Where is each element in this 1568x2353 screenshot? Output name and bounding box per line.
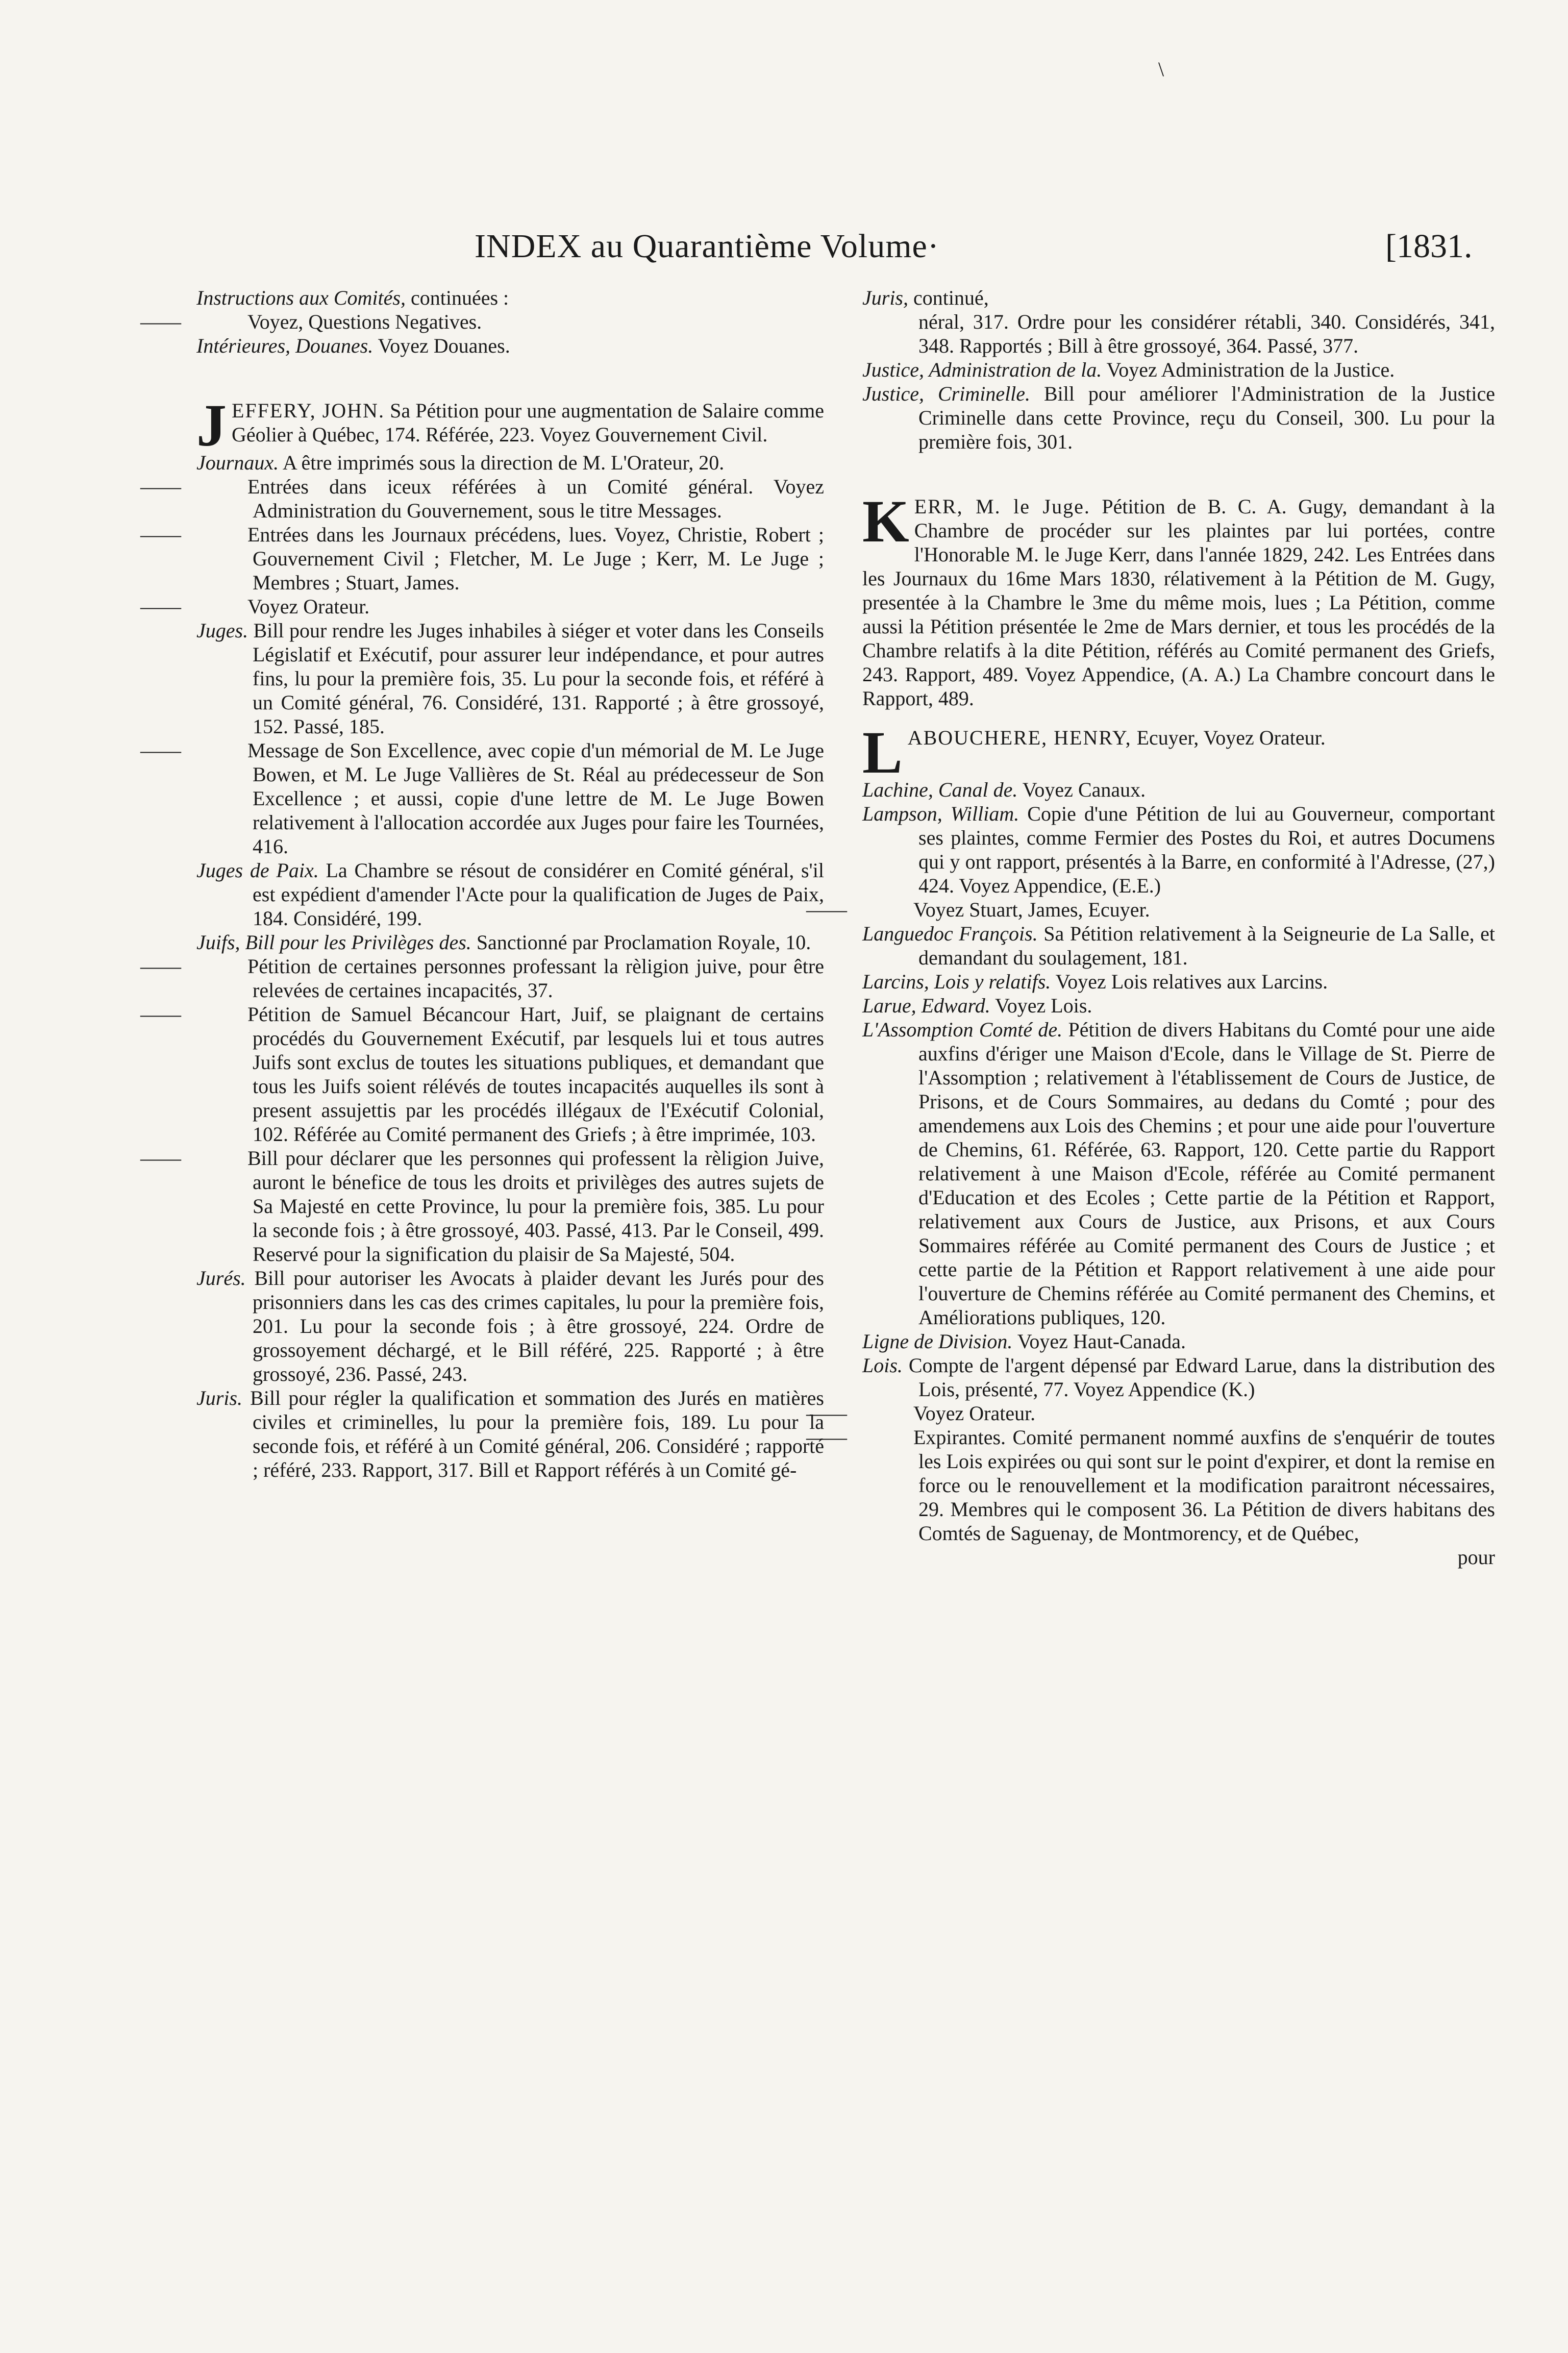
drop-cap: J <box>196 392 227 459</box>
running-header <box>0 227 1568 273</box>
entry-text: Voyez Stuart, James, Ecuyer. <box>913 898 1150 921</box>
entry-text: Copie d'une Pétition de lui au Gouverneur, comportant ses plaintes, comme Fermier des Postes du Roi, et autres Documens qui y ont rapport, présentés à la Barre, en conformité à l'Adresse, (27,) 424. Voyez Appendice, (E.E.) <box>918 802 1496 897</box>
ditto-dash: —— <box>140 1147 181 1170</box>
entry-text: Bill pour améliorer l'Administration de la Justice Criminelle dans cette Province, reçu du Conseil, 300. Lu pour la première fois, 301. <box>918 382 1495 453</box>
entry-heading: Justice, Criminelle. <box>862 382 1031 405</box>
entry-text: Voyez Douanes. <box>373 334 510 357</box>
page-year: [1831. <box>1385 228 1473 265</box>
entry-text: Sa Pétition pour une augmentation de Salaire comme Géolier à Québec, 174. Référée, 223. Voyez Gouvernement Civil. <box>232 399 824 446</box>
index-entry <box>140 954 824 1002</box>
entry-heading: L'Assomption Comté de. <box>862 1018 1063 1041</box>
index-entry <box>862 1329 1495 1353</box>
index-entry <box>862 310 1495 358</box>
index-entry <box>196 451 824 475</box>
index-entry <box>140 475 824 523</box>
index-entry <box>140 738 824 858</box>
entry-heading: Instructions aux Comités, <box>196 286 406 309</box>
index-entry <box>140 595 824 618</box>
index-entry <box>862 1353 1495 1401</box>
entry-text: Message de Son Excellence, avec copie d'un mémorial de M. Le Juge Bowen, et M. Le Juge Vallières de St. Réal au prédecesseur de Son Excellence ; et aussi, copie d'une lettre de M. Le Juge Bowen relativement à l'allocation accordée aux Juges pour faire les Tournées, 416. <box>247 739 824 858</box>
right-column <box>806 286 1496 1569</box>
entry-heading: Languedoc François. <box>862 922 1038 945</box>
entry-text: Compte de l'argent dépensé par Edward Larue, dans la distribution des Lois, présenté, 77. Voyez Appendice (K.) <box>902 1354 1495 1401</box>
index-entry <box>862 358 1495 382</box>
drop-cap: L <box>862 719 903 786</box>
index-entry <box>140 1002 824 1146</box>
entry-jeffery <box>196 392 824 459</box>
catchword: pour <box>1457 1546 1495 1569</box>
index-entry <box>862 286 1495 310</box>
entry-text: Bill pour rendre les Juges inhabiles à siéger et voter dans les Conseils Législatif et Exécutif, pour assurer leur indépendance, et pour autres fins, lu pour la première fois, 35. Lu pour la seconde fois, et référé à un Comité général, 76. Considéré, 131. Rapporté ; à être grossoyé, 152. Passé, 185. <box>248 619 824 738</box>
entry-text: Bill pour autoriser les Avocats à plaider devant les Jurés pour des prisonniers dans les cas des crimes capitales, lu pour la première fois, 201. Lu pour la seconde fois ; à être grossoyé, 224. Ordre de grossoyement déchargé, et le Bill référé, 225. Rapporté ; à être grossoyé, 236. Passé, 243. <box>245 1267 824 1385</box>
entry-text: continué, <box>908 286 989 309</box>
index-entry <box>196 286 824 310</box>
ditto-dash: —— <box>806 1426 847 1449</box>
index-entry <box>806 1425 1495 1545</box>
page-title: INDEX au Quarantième Volume· <box>475 228 939 265</box>
entry-heading: ABOUCHERE, HENRY, <box>907 726 1132 749</box>
index-entry <box>196 858 824 930</box>
entry-heading: ERR, M. le Juge. <box>914 495 1090 518</box>
index-entry <box>196 334 824 358</box>
index-entry <box>862 802 1495 898</box>
ditto-dash: —— <box>140 1003 181 1026</box>
entry-text: La Chambre se résout de considérer en Comité général, s'il est expédient d'amender l'Acte pour la qualification de Juges de Paix, 184. Considéré, 199. <box>253 859 824 930</box>
right-entries-top <box>862 286 1495 454</box>
entry-text: Sa Pétition relativement à la Seigneurie de La Salle, et demandant du soulagement, 181. <box>918 922 1495 969</box>
entry-text: Pétition de B. C. A. Gugy, demandant à la Chambre de procéder sur les plaintes par lui portées, contre l'Honorable M. le Juge Kerr, dans l'année 1829, 242. Les Entrées dans les Journaux du 16me Mars 1830, rélativement à la Pétition de M. Gugy, presentée à la Chambre le 3me du même mois, lues ; La Pétition, comme aussi la Pétition présentée le 2me de Mars dernier, et tous les procédés de la Chambre relatifs à la dite Pétition, référés au Comité permanent des Griefs, 243. Rapport, 489. Voyez Appendice, (A. A.) La Chambre concourt dans le Rapport, 489. <box>862 495 1495 710</box>
index-entry <box>862 1018 1495 1329</box>
ditto-dash: —— <box>140 739 181 762</box>
entry-heading: Larcins, Lois y relatifs. <box>862 970 1051 993</box>
entry-text: Ecuyer, Voyez Orateur. <box>1131 726 1326 749</box>
entry-heading: Lois. <box>862 1354 903 1377</box>
entry-heading: Juris. <box>196 1386 242 1409</box>
index-entry <box>862 994 1495 1018</box>
left-column <box>140 286 824 1482</box>
entry-heading: Larue, Edward. <box>862 994 990 1017</box>
entry-kerr <box>862 488 1495 710</box>
index-entry <box>196 1266 824 1386</box>
index-entry <box>196 1386 824 1482</box>
entry-text: Voyez Administration de la Justice. <box>1102 358 1395 381</box>
entry-text: Voyez, Questions Negatives. <box>247 310 482 333</box>
entry-heading: Lachine, Canal de. <box>862 778 1018 801</box>
ditto-dash: —— <box>140 523 181 546</box>
entry-heading: EFFERY, JOHN. <box>232 399 385 422</box>
index-entry <box>862 922 1495 970</box>
entry-text: Pétition de certaines personnes professant la rèligion juive, pour être relevées de certaines incapacités, 37. <box>247 955 824 1002</box>
entry-text: A être imprimés sous la direction de M. L'Orateur, 20. <box>279 451 725 474</box>
entry-heading: Juges. <box>196 619 248 642</box>
entry-text: Sanctionné par Proclamation Royale, 10. <box>471 931 811 954</box>
entry-text: Voyez Haut-Canada. <box>1012 1330 1186 1353</box>
entry-text: Pétition de divers Habitans du Comté pour une aide auxfins d'ériger une Maison d'Ecole, dans le Village de St. Pierre de l'Assomption ; relativement à l'établissement de Cours de Justice, de Prisons, et de Cours Sommaires, au dedans du Comté ; pour des amendemens aux Lois des Chemins ; et pour une aide pour l'ouverture de Chemins, 61. Référée, 63. Rapport, 120. Cette partie du Rapport relativement à une Maison d'Ecole, référée au Comité permanent d'Education et des Ecoles ; Cette partie de la Pétition et Rapport, relativement aux Cours de Justice, aux Prisons, et aux Cours Sommaires référée au Comité permanent des Cours de Justice ; et cette partie de la Pétition et Rapport relativement à une aide pour l'ouverture de Chemins référée au Comité permanent des Chemins, et Améliorations publiques, 120. <box>918 1018 1495 1329</box>
entry-text: Voyez Canaux. <box>1017 778 1146 801</box>
ditto-dash: —— <box>806 898 847 921</box>
entry-text: Voyez Lois relatives aux Larcins. <box>1051 970 1328 993</box>
index-entry <box>806 898 1495 922</box>
entry-heading: Ligne de Division. <box>862 1330 1013 1353</box>
ditto-dash: —— <box>140 475 181 498</box>
index-entry <box>862 382 1495 454</box>
drop-cap: K <box>862 488 909 555</box>
entry-text: Pétition de Samuel Bécancour Hart, Juif, se plaignant de certains procédés du Gouvernement Exécutif, par lesquels lui et tous autres Juifs sont exclus de toutes les situations publiques, et demandant que tous les Juifs soient rélévés de toutes incapacités auquelles ils sont à present assujettis par les procédés illégaux de l'Exécutif Colonial, 102. Référée au Comité permanent des Griefs ; à être imprimée, 103. <box>247 1003 824 1146</box>
entry-text: continuées : <box>405 286 509 309</box>
entry-text: Voyez Orateur. <box>913 1402 1036 1425</box>
index-entry <box>806 1401 1495 1425</box>
right-entries-main <box>806 778 1496 1545</box>
index-entry <box>862 970 1495 994</box>
entry-text: Bill pour régler la qualification et sommation des Jurés en matières civiles et criminelles, lu pour la première fois, 189. Lu pour la seconde fois, et référé à un Comité général, 206. Considéré ; rapporté ; référé, 233. Rapport, 317. Bill et Rapport référés à un Comité gé- <box>242 1386 824 1481</box>
entry-heading: Justice, Administration de la. <box>862 358 1102 381</box>
ditto-dash: —— <box>140 310 181 333</box>
entry-text: Expirantes. Comité permanent nommé auxfins de s'enquérir de toutes les Lois expirées ou qui sont sur le point d'expirer, et dont la remise en force ou le renouvellement et la modification paraitront nécessaires, 29. Membres qui le composent 36. La Pétition de divers habitans des Comtés de Saguenay, de Montmorency, et de Québec, <box>913 1426 1495 1545</box>
entry-text: Voyez Lois. <box>990 994 1092 1017</box>
ditto-dash: —— <box>140 595 181 618</box>
entry-heading: Intérieures, Douanes. <box>196 334 374 357</box>
left-entries-top <box>140 286 824 358</box>
index-entry <box>196 618 824 738</box>
entry-heading: Lampson, William. <box>862 802 1019 825</box>
entry-text: Bill pour déclarer que les personnes qui professent la rèligion Juive, auront le bénefice de tous les droits et privilèges des autres sujets de Sa Majesté en cette Province, lu pour la première fois, 385. Lu pour la seconde fois ; à être grossoyé, 403. Passé, 413. Par le Conseil, 499. Reservé pour la signification du plaisir de Sa Majesté, 504. <box>247 1147 824 1266</box>
entry-text: néral, 317. Ordre pour les considérer rétabli, 340. Considérés, 341, 348. Rapportés ; Bill à être grossoyé, 364. Passé, 377. <box>918 310 1495 357</box>
entry-heading: Juris, <box>862 286 908 309</box>
index-entry <box>862 778 1495 802</box>
entry-heading: Journaux. <box>196 451 279 474</box>
entry-heading: Juifs, Bill pour les Privilèges des. <box>196 931 471 954</box>
entry-labouchere <box>862 719 1495 786</box>
ditto-dash: —— <box>140 955 181 978</box>
entry-text: Entrées dans iceux référées à un Comité général. Voyez Administration du Gouvernement, sous le titre Messages. <box>247 475 824 522</box>
index-entry <box>196 930 824 954</box>
left-entries-main <box>140 451 824 1482</box>
index-entry <box>140 523 824 595</box>
ditto-dash: —— <box>806 1402 847 1425</box>
entry-text: Voyez Orateur. <box>247 595 370 618</box>
entry-heading: Juges de Paix. <box>196 859 319 882</box>
margin-mark: \ <box>1158 58 1164 81</box>
entry-text: Entrées dans les Journaux précédens, lues. Voyez, Christie, Robert ; Gouvernement Civil ; Fletcher, M. Le Juge ; Kerr, M. Le Juge ; Membres ; Stuart, James. <box>247 523 824 594</box>
index-entry <box>140 310 824 334</box>
index-entry <box>140 1146 824 1266</box>
entry-heading: Jurés. <box>196 1267 246 1290</box>
